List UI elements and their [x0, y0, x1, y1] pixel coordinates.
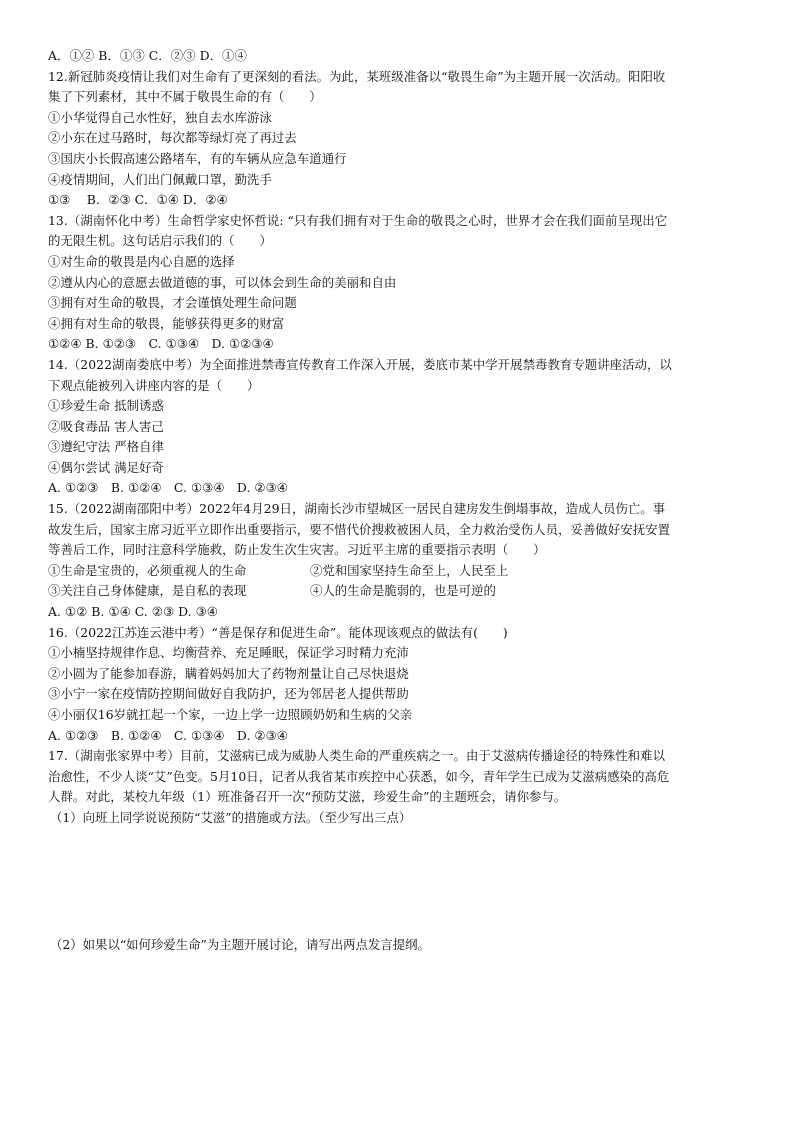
- q16-item-3: ③小宁一家在疫情防控期间做好自我防护，还为邻居老人提供帮助: [48, 686, 409, 702]
- q15-stem-line-3: 等善后工作，同时注意科学施救，防止发生次生灾害。习近平主席的重要指示表明（ ）: [48, 542, 546, 558]
- q15-item-3: ③关注自己身体健康，是自私的表现: [48, 583, 247, 599]
- q14-stem-line-1: 14.（2022湖南娄底中考）为全面推进禁毒宣传教育工作深入开展，娄底市某中学开展禁毒教育专题讲座活动，以: [48, 356, 672, 372]
- q14-stem-line-2: 下观点能被列入讲座内容的是（ ）: [48, 377, 260, 393]
- q15-items-row-2: [48, 581, 760, 602]
- q13-stem-line-2: 的无限生机。这句话启示我们的（ ）: [48, 233, 272, 249]
- q16-options: A. ①②③ B. ①②④ C. ①③④ D. ②③④: [48, 727, 288, 743]
- q17-stem-line-2: 治愈性，不少人谈“艾”色变。5月10日，记者从我省某市疾控中心获悉，如今，青年学生已成为艾滋病感染的高危: [48, 768, 670, 784]
- q14-item-3: ③遵纪守法 严格自律: [48, 439, 164, 455]
- q15-items-row-1: [48, 561, 760, 582]
- question-17: [48, 746, 760, 955]
- question-14: [48, 355, 760, 499]
- q16-stem-line-1: 16.（2022江苏连云港中考）“善是保存和促进生命”。能体现该观点的做法有( ): [48, 624, 508, 640]
- q17-subquestion-1: （1）向班上同学说说预防“艾滋”的措施或方法。（至少写出三点）: [50, 809, 412, 825]
- question-16: [48, 623, 760, 747]
- question-15: [48, 499, 760, 623]
- q15-stem-line-2: 故发生后，国家主席习近平立即作出重要指示，要不惜代价搜救被困人员，全力救治受伤人员，妥善做好安抚安置: [48, 521, 671, 537]
- q12-item-1: ①小华觉得自己水性好，独自去水库游泳: [48, 109, 272, 125]
- q12-item-2: ②小东在过马路时，每次都等绿灯亮了再过去: [48, 130, 297, 146]
- question-12: [48, 67, 760, 211]
- q11-options: A．①② B．①③ C．②③ D．①④: [48, 48, 247, 63]
- q13-options: ①②④ B. ①②③ C. ①③④ D. ①②③④: [48, 336, 274, 352]
- q15-stem-line-1: 15.（2022湖南邵阳中考）2022年4月29日，湖南长沙市望城区一居民自建房发生倒塌事故，造成人员伤亡。事: [48, 501, 666, 517]
- q14-item-4: ④偶尔尝试 满足好奇: [48, 459, 164, 475]
- q12-options: ①③ B．②③ C．①④ D．②④: [48, 192, 228, 208]
- q15-options: A. ①② B. ①④ C. ②③ D. ③④: [48, 604, 218, 620]
- q17-stem-line-3: 人群。对此，某校九年级（1）班准备召开一次“预防艾滋，珍爱生命”的主题班会，请你参与。: [48, 789, 567, 805]
- q13-item-2: ②遵从内心的意愿去做道德的事，可以体会到生命的美丽和自由: [48, 274, 397, 290]
- q17-subquestion-2: （2）如果以“如何珍爱生命”为主题开展讨论，请写出两点发言提纲。: [50, 936, 430, 952]
- q12-item-4: ④疫情期间，人们出门佩戴口罩，勤洗手: [48, 171, 272, 187]
- q16-item-2: ②小圆为了能参加春游，瞒着妈妈加大了药物剂量让自己尽快退烧: [48, 665, 409, 681]
- exam-page: [48, 46, 760, 955]
- q15-item-4: ④人的生命是脆弱的，也是可逆的: [310, 583, 496, 599]
- q15-item-2: ②党和国家坚持生命至上，人民至上: [310, 562, 509, 578]
- q17-answer-space-1[interactable]: [48, 829, 760, 935]
- q16-item-1: ①小楠坚持规律作息、均衡营养、充足睡眠，保证学习时精力充沛: [48, 645, 409, 661]
- q15-item-1: ①生命是宝贵的，必须重视人的生命: [48, 562, 247, 578]
- q16-item-4: ④小丽仅16岁就扛起一个家，一边上学一边照顾奶奶和生病的父亲: [48, 707, 413, 722]
- question-13: [48, 211, 760, 355]
- q14-options: A. ①②③ B. ①②④ C. ①③④ D. ②③④: [48, 480, 288, 496]
- q13-item-4: ④拥有对生命的敬畏，能够获得更多的财富: [48, 315, 285, 331]
- q14-item-1: ①珍爱生命 抵制诱惑: [48, 398, 164, 414]
- q14-item-2: ②吸食毒品 害人害己: [48, 418, 164, 434]
- q13-item-3: ③拥有对生命的敬畏，才会谨慎处理生命问题: [48, 295, 297, 311]
- q13-item-1: ①对生命的敬畏是内心自愿的选择: [48, 253, 235, 269]
- q17-stem-line-1: 17.（湖南张家界中考）目前，艾滋病已成为威胁人类生命的严重疾病之一。由于艾滋病传播途径的特殊性和难以: [48, 748, 666, 764]
- q13-stem-line-1: 13.（湖南怀化中考）生命哲学家史怀哲说: “只有我们拥有对于生命的敬畏之心时，世界才会在我们面前呈现出它: [48, 212, 668, 228]
- q12-stem-line-2: 集了下列素材，其中不属于敬畏生命的有（ ）: [48, 89, 322, 105]
- q12-item-3: ③国庆小长假高速公路堵车，有的车辆从应急车道通行: [48, 150, 347, 166]
- q12-stem-line-1: 12.新冠肺炎疫情让我们对生命有了更深刻的看法。为此，某班级准备以“敬畏生命”为主题开展一次活动。阳阳收: [48, 68, 666, 84]
